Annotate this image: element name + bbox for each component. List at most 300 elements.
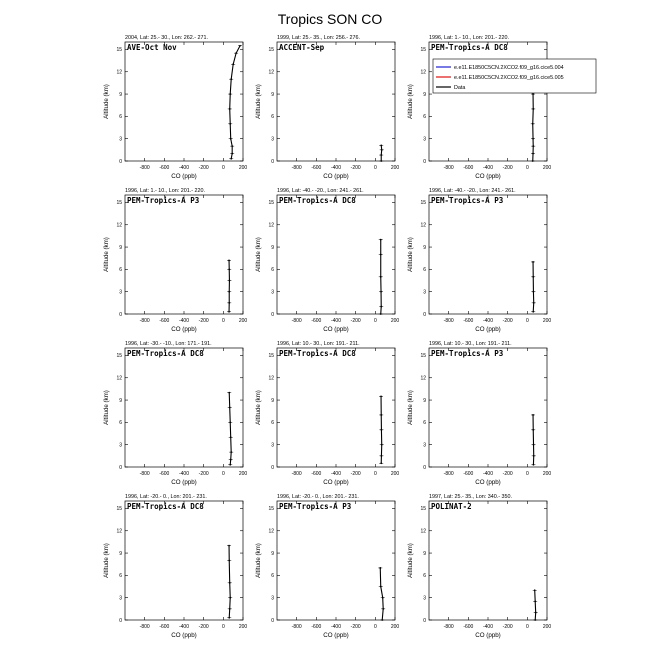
y-tick-label: 3 — [119, 442, 122, 449]
data-point — [228, 311, 230, 313]
y-tick-label: 6 — [423, 267, 426, 274]
y-tick-label: 15 — [268, 353, 274, 360]
data-point — [229, 108, 231, 110]
y-tick-label: 3 — [271, 442, 274, 449]
y-tick-label: 9 — [271, 91, 274, 98]
x-tick-label: 200 — [542, 471, 552, 477]
data-point — [381, 619, 383, 621]
data-point — [231, 145, 233, 147]
panel-header: 1996, Lat: -20.- 0., Lon: 201.- 231. — [125, 494, 207, 500]
x-tick-label: 200 — [238, 471, 248, 477]
panel-header: 1996, Lat: -30.- -10., Lon: 171.- 191. — [125, 341, 212, 347]
data-point — [534, 601, 536, 603]
y-tick-label: 6 — [119, 420, 122, 427]
data-point — [232, 63, 234, 65]
x-tick-label: -800 — [443, 318, 454, 324]
data-point — [533, 302, 535, 304]
data-point — [228, 392, 230, 394]
data-point — [230, 78, 232, 80]
data-point — [229, 464, 231, 466]
data-point — [230, 436, 232, 438]
y-tick-label: 15 — [420, 200, 426, 207]
panel-grid — [103, 35, 551, 639]
x-tick-label: -400 — [482, 624, 494, 630]
y-tick-label: 15 — [268, 47, 274, 54]
plot-frame — [125, 348, 243, 467]
y-tick-label: 9 — [271, 397, 274, 404]
x-tick-label: -400 — [482, 318, 494, 324]
x-tick-label: 200 — [542, 318, 552, 324]
data-point — [239, 45, 241, 47]
y-tick-label: 0 — [423, 464, 426, 471]
data-point — [229, 421, 231, 423]
y-axis-label: Altitude (km) — [255, 237, 262, 272]
y-tick-label: 0 — [271, 617, 274, 624]
data-point — [380, 160, 382, 162]
plot-frame — [277, 348, 395, 467]
x-tick-label: 0 — [525, 624, 529, 630]
x-axis-label: CO (ppb) — [171, 173, 197, 180]
x-tick-label: -200 — [198, 318, 209, 324]
x-tick-label: -800 — [139, 165, 150, 171]
x-tick-label: -200 — [502, 624, 513, 630]
data-point — [381, 429, 383, 431]
data-point — [532, 145, 534, 147]
plot-frame — [125, 195, 243, 314]
y-axis-label: Altitude (km) — [407, 84, 414, 119]
plot-frame — [125, 42, 243, 161]
y-tick-label: 0 — [271, 158, 274, 165]
x-tick-label: 0 — [525, 165, 529, 171]
x-tick-label: 200 — [390, 318, 400, 324]
x-tick-label: 0 — [525, 471, 529, 477]
data-point — [235, 52, 237, 54]
y-tick-label: 9 — [119, 244, 122, 251]
y-tick-label: 0 — [423, 311, 426, 318]
y-tick-label: 0 — [119, 158, 122, 165]
panel-header: 1999, Lat: 25.- 35., Lon: 256.- 276. — [277, 35, 361, 41]
panel-header: 1996, Lat: -40.- -20., Lon: 241.- 261. — [429, 188, 516, 194]
x-tick-label: -800 — [139, 471, 150, 477]
y-tick-label: 0 — [423, 158, 426, 165]
data-point — [533, 444, 535, 446]
data-point — [228, 302, 230, 304]
x-tick-label: -600 — [159, 165, 170, 171]
y-tick-label: 0 — [271, 464, 274, 471]
y-tick-label: 12 — [420, 528, 426, 535]
x-tick-label: -800 — [139, 318, 150, 324]
data-profile-line — [380, 568, 383, 620]
y-tick-label: 6 — [271, 114, 274, 121]
panel-2 — [255, 35, 399, 180]
x-tick-label: 200 — [542, 165, 552, 171]
x-tick-label: -800 — [291, 624, 302, 630]
y-tick-label: 3 — [119, 136, 122, 143]
y-axis-label: Altitude (km) — [255, 390, 262, 425]
panel-3 — [407, 35, 551, 180]
y-axis-label: Altitude (km) — [255, 543, 262, 578]
y-tick-label: 12 — [116, 375, 122, 382]
y-tick-label: 6 — [423, 114, 426, 121]
y-tick-label: 12 — [268, 222, 274, 229]
x-axis-label: CO (ppb) — [171, 326, 197, 333]
data-point — [532, 138, 534, 140]
data-point — [229, 597, 231, 599]
data-point — [532, 429, 534, 431]
y-tick-label: 6 — [271, 267, 274, 274]
x-tick-label: -600 — [463, 624, 474, 630]
panel-7 — [103, 341, 247, 486]
y-tick-label: 15 — [116, 506, 122, 513]
plot-frame — [125, 501, 243, 620]
data-point — [231, 153, 233, 155]
data-point — [533, 464, 535, 466]
plot-frame — [277, 501, 395, 620]
y-tick-label: 6 — [271, 420, 274, 427]
x-tick-label: -200 — [198, 624, 209, 630]
data-point — [380, 395, 382, 397]
x-tick-label: -800 — [443, 471, 454, 477]
panel-header: 2004, Lat: 25.- 30., Lon: 262.- 271. — [125, 35, 209, 41]
data-point — [380, 154, 382, 156]
legend-entry-label: e.e11.E1850C5CN.2XCO2.f09_g16.cice5.005 — [454, 75, 564, 81]
x-tick-label: -400 — [178, 624, 190, 630]
data-point — [534, 619, 536, 621]
data-point — [380, 144, 382, 146]
y-tick-label: 12 — [268, 528, 274, 535]
panel-header: 1996, Lat: 1.- 10., Lon: 201.- 220. — [125, 188, 206, 194]
data-point — [228, 545, 230, 547]
data-point — [532, 414, 534, 416]
data-point — [382, 597, 384, 599]
x-axis-label: CO (ppb) — [475, 479, 501, 486]
panel-header: 1996, Lat: 1.- 10., Lon: 201.- 220. — [429, 35, 510, 41]
y-axis-label: Altitude (km) — [407, 390, 414, 425]
data-profile-line — [229, 546, 230, 618]
data-point — [532, 153, 534, 155]
x-axis-label: CO (ppb) — [323, 479, 349, 486]
y-tick-label: 3 — [119, 289, 122, 296]
campaign-label: PEM-Tropics-A DC8 — [127, 349, 204, 358]
data-point — [380, 291, 382, 293]
panel-header: 1996, Lat: 10.- 30., Lon: 191.- 211. — [277, 341, 360, 347]
data-point — [381, 149, 383, 151]
x-tick-label: 0 — [373, 624, 377, 630]
data-point — [534, 589, 536, 591]
y-axis-label: Altitude (km) — [103, 237, 110, 272]
panel-11 — [255, 494, 399, 639]
data-point — [532, 93, 534, 95]
y-tick-label: 9 — [423, 397, 426, 404]
campaign-label: PEM-Tropics-A DC8 — [431, 43, 508, 52]
y-tick-label: 9 — [119, 91, 122, 98]
x-tick-label: 200 — [238, 624, 248, 630]
x-tick-label: -400 — [330, 624, 342, 630]
plot-frame — [429, 348, 547, 467]
x-tick-label: -400 — [330, 165, 342, 171]
y-tick-label: 12 — [420, 222, 426, 229]
campaign-label: POLINAT-2 — [431, 502, 472, 511]
x-tick-label: 0 — [221, 471, 225, 477]
data-point — [229, 123, 231, 125]
panel-4 — [103, 188, 247, 333]
data-point — [229, 582, 231, 584]
x-tick-label: -200 — [350, 624, 361, 630]
y-tick-label: 0 — [119, 464, 122, 471]
y-tick-label: 9 — [423, 91, 426, 98]
y-tick-label: 3 — [271, 136, 274, 143]
x-tick-label: -200 — [350, 471, 361, 477]
x-tick-label: -800 — [291, 318, 302, 324]
y-tick-label: 6 — [423, 573, 426, 580]
x-tick-label: -800 — [291, 165, 302, 171]
campaign-label: ACCENT-Sep — [279, 43, 325, 52]
x-axis-label: CO (ppb) — [171, 479, 197, 486]
y-tick-label: 15 — [420, 47, 426, 54]
data-point — [380, 462, 382, 464]
y-tick-label: 9 — [119, 397, 122, 404]
data-point — [381, 455, 383, 457]
y-tick-label: 3 — [423, 442, 426, 449]
y-tick-label: 3 — [271, 289, 274, 296]
data-point — [532, 123, 534, 125]
campaign-label: PEM-Tropics-A P3 — [279, 502, 352, 511]
y-tick-label: 9 — [119, 550, 122, 557]
y-axis-label: Altitude (km) — [255, 84, 262, 119]
y-tick-label: 3 — [423, 595, 426, 602]
x-tick-label: -200 — [350, 318, 361, 324]
panel-1 — [103, 35, 247, 180]
x-tick-label: -400 — [178, 165, 190, 171]
y-tick-label: 12 — [268, 375, 274, 382]
data-profile-line — [533, 262, 534, 312]
x-tick-label: -600 — [159, 624, 170, 630]
x-axis-label: CO (ppb) — [475, 173, 501, 180]
x-tick-label: 0 — [221, 624, 225, 630]
data-profile-line — [381, 145, 382, 161]
data-point — [380, 586, 382, 588]
panel-12 — [407, 494, 551, 639]
data-point — [230, 158, 232, 160]
x-tick-label: -600 — [311, 165, 322, 171]
data-point — [532, 276, 534, 278]
plot-frame — [429, 195, 547, 314]
data-point — [228, 560, 230, 562]
data-point — [380, 276, 382, 278]
x-tick-label: 200 — [238, 165, 248, 171]
x-tick-label: -400 — [178, 318, 190, 324]
data-point — [228, 260, 230, 262]
x-tick-label: 0 — [221, 165, 225, 171]
y-tick-label: 12 — [116, 528, 122, 535]
y-tick-label: 0 — [271, 311, 274, 318]
legend — [433, 59, 596, 93]
data-point — [533, 291, 535, 293]
data-profile-line — [229, 393, 231, 465]
campaign-label: PEM-Tropics-A P3 — [431, 196, 504, 205]
x-axis-label: CO (ppb) — [475, 326, 501, 333]
data-point — [228, 291, 230, 293]
x-tick-label: -600 — [463, 165, 474, 171]
data-point — [380, 239, 382, 241]
y-tick-label: 9 — [423, 244, 426, 251]
data-point — [381, 444, 383, 446]
y-tick-label: 12 — [420, 69, 426, 76]
x-tick-label: -600 — [311, 471, 322, 477]
y-tick-label: 0 — [119, 617, 122, 624]
data-point — [533, 455, 535, 457]
x-tick-label: 200 — [390, 165, 400, 171]
y-tick-label: 6 — [119, 114, 122, 121]
data-point — [229, 608, 231, 610]
y-tick-label: 3 — [119, 595, 122, 602]
data-point — [380, 254, 382, 256]
data-profile-line — [533, 415, 534, 465]
x-tick-label: -200 — [502, 165, 513, 171]
x-tick-label: -400 — [482, 165, 494, 171]
x-tick-label: -600 — [159, 471, 170, 477]
y-tick-label: 15 — [116, 47, 122, 54]
data-point — [229, 93, 231, 95]
y-axis-label: Altitude (km) — [103, 390, 110, 425]
campaign-label: PEM-Tropics-A P3 — [127, 196, 200, 205]
x-axis-label: CO (ppb) — [323, 632, 349, 639]
data-point — [380, 414, 382, 416]
y-tick-label: 6 — [271, 573, 274, 580]
x-tick-label: -200 — [502, 318, 513, 324]
y-tick-label: 9 — [423, 550, 426, 557]
x-tick-label: -800 — [291, 471, 302, 477]
plot-frame — [277, 42, 395, 161]
x-tick-label: 0 — [373, 471, 377, 477]
x-tick-label: -200 — [502, 471, 513, 477]
y-axis-label: Altitude (km) — [103, 543, 110, 578]
x-tick-label: -600 — [159, 318, 170, 324]
x-tick-label: -400 — [482, 471, 494, 477]
campaign-label: PEM-Tropics-A P3 — [431, 349, 504, 358]
y-tick-label: 3 — [271, 595, 274, 602]
y-tick-label: 3 — [423, 289, 426, 296]
x-axis-label: CO (ppb) — [323, 326, 349, 333]
x-tick-label: 0 — [373, 318, 377, 324]
legend-entry-label: e.e11.E1850C5CN.2XCO2.f09_g16.cice5.004 — [454, 65, 564, 71]
y-tick-label: 0 — [423, 617, 426, 624]
data-point — [532, 108, 534, 110]
x-tick-label: 200 — [542, 624, 552, 630]
x-tick-label: -200 — [198, 471, 209, 477]
data-point — [532, 311, 534, 313]
plot-frame — [277, 195, 395, 314]
x-axis-label: CO (ppb) — [323, 173, 349, 180]
plot-frame — [429, 501, 547, 620]
panel-header: 1997, Lat: 25.- 35., Lon: 340.- 350. — [429, 494, 513, 500]
data-point — [380, 306, 382, 308]
y-tick-label: 15 — [116, 200, 122, 207]
data-point — [229, 280, 231, 282]
x-axis-label: CO (ppb) — [475, 632, 501, 639]
y-tick-label: 15 — [420, 353, 426, 360]
data-point — [532, 261, 534, 263]
panel-header: 1996, Lat: -20.- 0., Lon: 201.- 231. — [277, 494, 359, 500]
y-tick-label: 12 — [116, 69, 122, 76]
data-profile-line — [535, 590, 536, 620]
y-tick-label: 6 — [423, 420, 426, 427]
legend-entry-label: Data — [454, 85, 466, 91]
data-point — [228, 617, 230, 619]
x-tick-label: -400 — [330, 471, 342, 477]
data-point — [380, 313, 382, 315]
data-point — [535, 612, 537, 614]
data-point — [230, 459, 232, 461]
x-tick-label: -200 — [350, 165, 361, 171]
x-tick-label: 0 — [221, 318, 225, 324]
panel-6 — [407, 188, 551, 333]
data-point — [229, 407, 231, 409]
panel-5 — [255, 188, 399, 333]
y-tick-label: 15 — [268, 506, 274, 513]
x-tick-label: 200 — [390, 471, 400, 477]
panel-9 — [407, 341, 551, 486]
x-tick-label: -800 — [443, 165, 454, 171]
panel-10 — [103, 494, 247, 639]
data-point — [532, 160, 534, 162]
data-point — [379, 567, 381, 569]
campaign-label: PEM-Tropics-A DC8 — [127, 502, 204, 511]
x-tick-label: -600 — [463, 318, 474, 324]
x-tick-label: -400 — [330, 318, 342, 324]
y-tick-label: 6 — [119, 267, 122, 274]
y-tick-label: 0 — [119, 311, 122, 318]
panel-header: 1996, Lat: -40.- -20., Lon: 241.- 261. — [277, 188, 364, 194]
campaign-label: AVE-Oct Nov — [127, 43, 177, 52]
data-point — [230, 451, 232, 453]
data-point — [228, 268, 230, 270]
x-tick-label: -800 — [139, 624, 150, 630]
data-profile-line — [230, 46, 240, 159]
panel-header: 1996, Lat: 10.- 30., Lon: 191.- 211. — [429, 341, 512, 347]
x-tick-label: -600 — [311, 318, 322, 324]
x-tick-label: -600 — [463, 471, 474, 477]
x-tick-label: -200 — [198, 165, 209, 171]
y-tick-label: 6 — [119, 573, 122, 580]
panel-8 — [255, 341, 399, 486]
y-tick-label: 12 — [116, 222, 122, 229]
campaign-label: PEM-Tropics-A DC8 — [279, 196, 356, 205]
y-tick-label: 12 — [420, 375, 426, 382]
y-axis-label: Altitude (km) — [407, 237, 414, 272]
campaign-label: PEM-Tropics-A DC8 — [279, 349, 356, 358]
y-axis-label: Altitude (km) — [103, 84, 110, 119]
x-tick-label: 200 — [238, 318, 248, 324]
y-tick-label: 9 — [271, 550, 274, 557]
y-axis-label: Altitude (km) — [407, 543, 414, 578]
y-tick-label: 12 — [268, 69, 274, 76]
x-tick-label: 0 — [373, 165, 377, 171]
x-tick-label: 200 — [390, 624, 400, 630]
x-tick-label: -800 — [443, 624, 454, 630]
data-point — [382, 608, 384, 610]
y-tick-label: 9 — [271, 244, 274, 251]
y-tick-label: 15 — [116, 353, 122, 360]
data-point — [230, 138, 232, 140]
x-tick-label: -400 — [178, 471, 190, 477]
x-axis-label: CO (ppb) — [171, 632, 197, 639]
y-tick-label: 3 — [423, 136, 426, 143]
y-tick-label: 15 — [268, 200, 274, 207]
figure-title: Tropics SON CO — [277, 11, 383, 27]
x-tick-label: -600 — [311, 624, 322, 630]
y-tick-label: 15 — [420, 506, 426, 513]
